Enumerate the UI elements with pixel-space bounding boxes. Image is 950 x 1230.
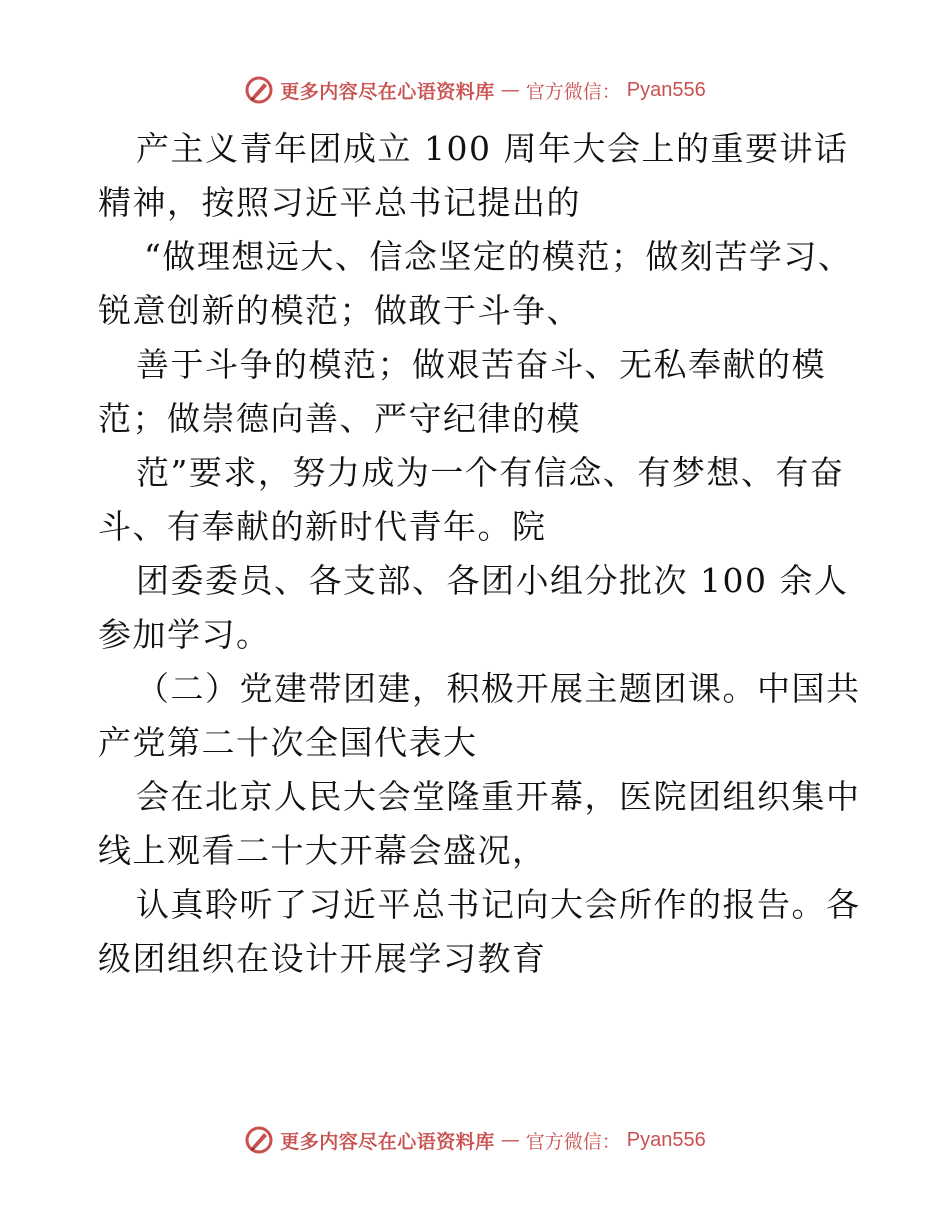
pen-logo-icon [244, 1125, 274, 1155]
body-line: 斗、有奉献的新时代青年。院 [98, 507, 547, 546]
header-dash: — [500, 79, 520, 101]
footer-slogan: 更多内容尽在心语资料库 [280, 1130, 495, 1153]
body-line: 善于斗争的模范；做艰苦奋斗、无私奉献的模 [136, 345, 826, 384]
body-line: 产党第二十次全国代表大 [98, 723, 478, 762]
body-line: 范；做崇德向善、严守纪律的模 [98, 399, 581, 438]
footer-wechat-label: 官方微信： [525, 1130, 621, 1153]
pen-logo-icon [244, 75, 274, 105]
body-line: 精神，按照习近平总书记提出的 [98, 183, 581, 222]
header-banner [0, 70, 950, 110]
header-slogan: 更多内容尽在心语资料库 [280, 80, 495, 103]
body-line: 锐意创新的模范；做敢于斗争、 [98, 291, 581, 330]
header-wechat-label: 官方微信： [525, 80, 621, 103]
body-line: 级团组织在设计开展学习教育 [98, 939, 547, 978]
body-line: 范”要求，努力成为一个有信念、有梦想、有奋 [136, 453, 845, 492]
body-line: “做理想远大、信念坚定的模范；做刻苦学习、 [144, 237, 853, 276]
body-line: 会在北京人民大会堂隆重开幕，医院团组织集中 [136, 777, 861, 816]
body-line: （二）党建带团建，积极开展主题团课。中国共 [136, 669, 861, 708]
body-line: 参加学习。 [98, 615, 271, 654]
document-body [98, 122, 861, 986]
footer-banner [0, 1120, 950, 1160]
header-wechat-id: Pyan556 [626, 78, 706, 101]
body-line: 线上观看二十大开幕会盛况， [98, 831, 547, 870]
footer-wechat-id: Pyan556 [626, 1128, 706, 1151]
body-line: 产主义青年团成立 100 周年大会上的重要讲话 [136, 129, 849, 168]
footer-dash: — [500, 1129, 520, 1151]
body-line: 团委委员、各支部、各团小组分批次 100 余人 [136, 561, 849, 600]
body-line: 认真聆听了习近平总书记向大会所作的报告。各 [136, 885, 861, 924]
